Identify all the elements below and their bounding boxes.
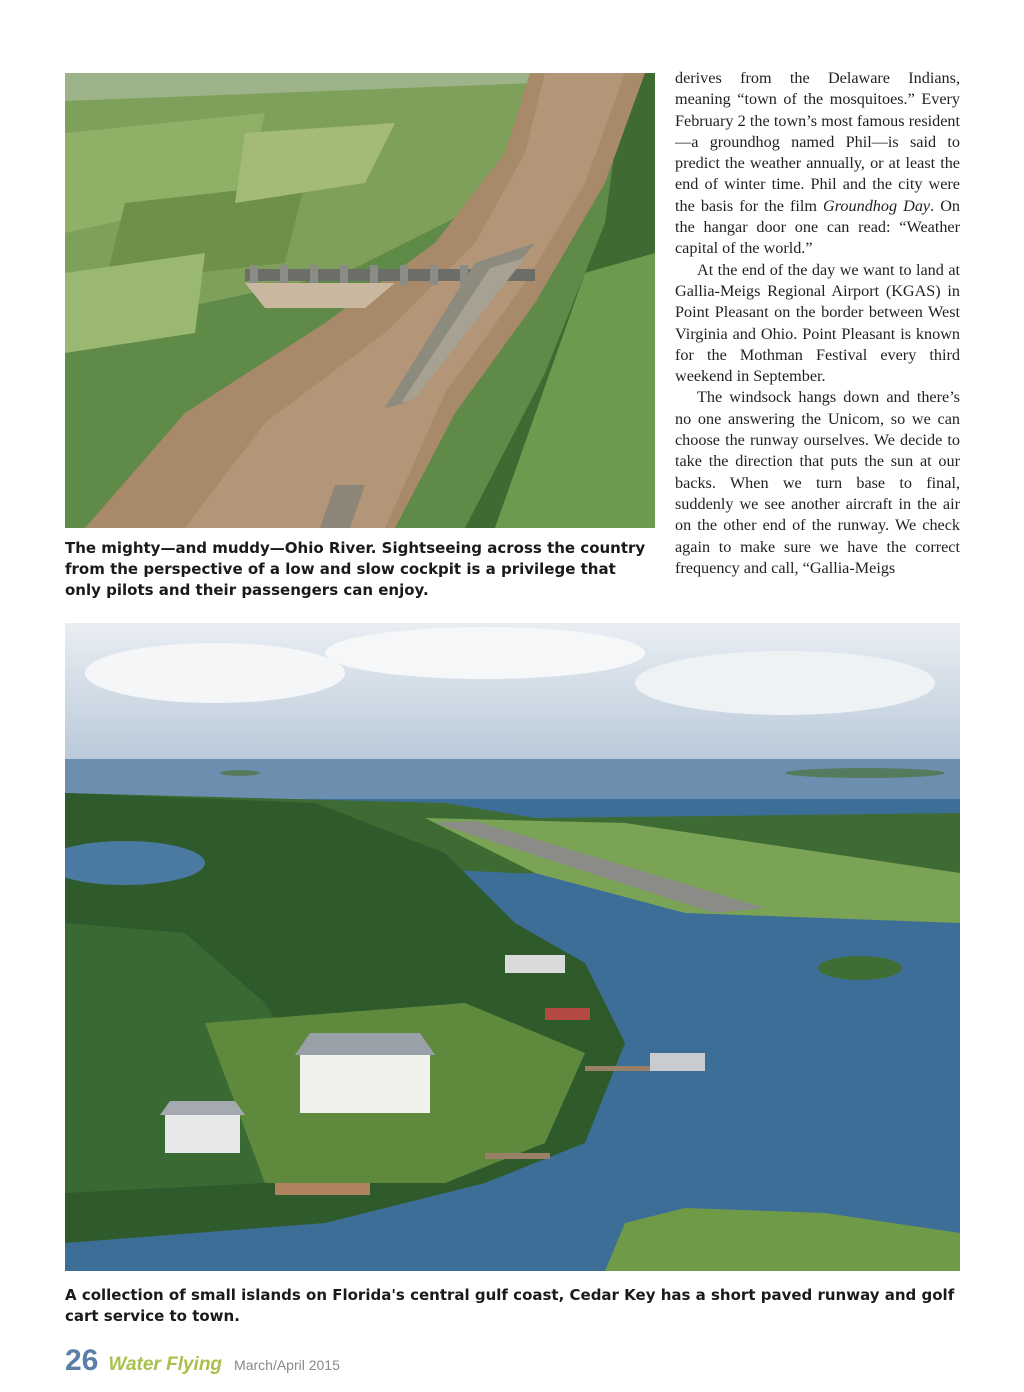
- cedar-key-photo: [65, 623, 960, 1271]
- page-number: 26: [65, 1344, 99, 1377]
- ohio-river-photo: [65, 73, 655, 528]
- film-title: Groundhog Day: [823, 196, 931, 215]
- ohio-river-caption: The mighty—and muddy—Ohio River. Sightseeing across the country from the perspective of a low and slow cockpit is a privilege that only pilots and their passengers can enjoy.: [65, 539, 646, 599]
- article-paragraph: At the end of the day we want to land at Gallia-Meigs Regional Airport (KGAS) in Point Pleasant on the border between West Virginia and Ohio. Point Pleasant is known for the Mothman Festival every third weekend in September.: [675, 260, 960, 386]
- page-footer: [65, 1344, 340, 1380]
- article-paragraph: The windsock hangs down and there’s no one answering the Unicom, so we can choose the runway ourselves. We decide to take the direction that puts the sun at our backs. When we turn base to final, suddenly we see another aircraft in the air on the other end of the runway. We check again to make sure we have the correct frequency and call, “Gallia-Meigs: [675, 388, 960, 577]
- article-paragraph: derives from the Delaware Indians, meaning “town of the mosquitoes.” Every February 2 the town’s most famous resident—a groundhog named Phil—is said to predict the weather annually, or at least the end of winter time. Phil and the city were the basis for the film Groundhog Day. On the hangar door one can read: “Weather capital of the world.”: [675, 69, 960, 258]
- article-column: [675, 68, 960, 608]
- cedar-key-caption: A collection of small islands on Florida's central gulf coast, Cedar Key has a short paved runway and golf cart service to town.: [65, 1286, 955, 1325]
- issue-date: March/April 2015: [234, 1357, 340, 1373]
- magazine-title: Water Flying: [108, 1354, 223, 1375]
